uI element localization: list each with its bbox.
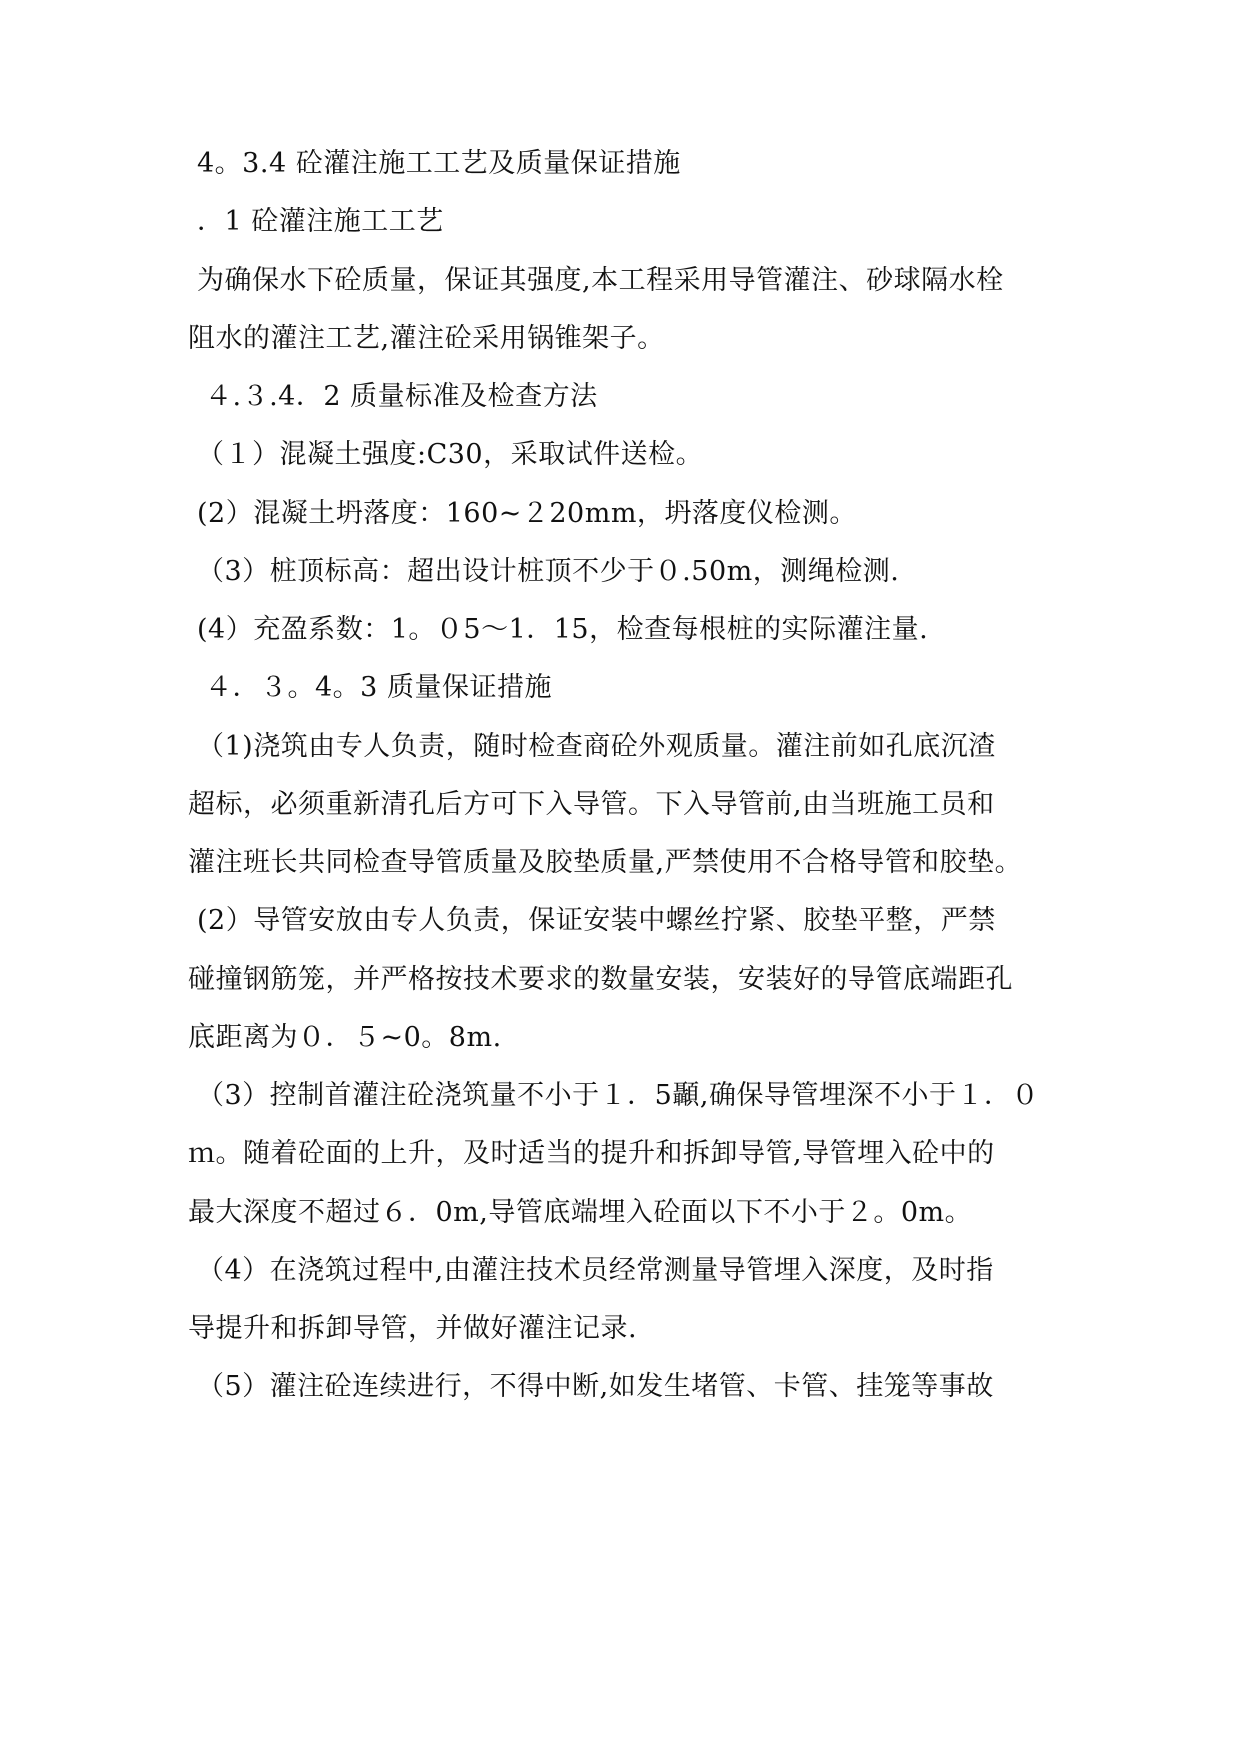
paragraph-line: 为确保水下砼质量，保证其强度,本工程采用导管灌注、砂球隔水栓 [197,265,1004,296]
paragraph-line: ｍ。随着砼面的上升，及时适当的提升和拆卸导管,导管埋入砼中的 [188,1138,995,1169]
list-item: （3）桩顶标高：超出设计桩顶不少于０.50m，测绳检测. [197,556,900,587]
paragraph-line: 阻水的灌注工艺,灌注砼采用锅锥架子。 [188,323,665,354]
paragraph-line: (2）导管安放由专人负责，保证安装中螺丝拧紧、胶垫平整，严禁 [197,905,996,936]
paragraph-line: （4）在浇筑过程中,由灌注技术员经常测量导管埋入深度，及时指 [197,1255,994,1286]
paragraph-line: 灌注班长共同检查导管质量及胶垫质量,严禁使用不合格导管和胶垫。 [188,847,1023,878]
paragraph-line: （1)浇筑由专人负责，随时检查商砼外观质量。灌注前如孔底沉渣 [197,731,996,762]
paragraph-line: 导提升和拆卸导管，并做好灌注记录. [188,1313,638,1344]
subsection-heading-1: ．1 砼灌注施工工艺 [197,206,444,237]
paragraph-line: （3）控制首灌注砼浇筑量不小于１．5顳,确保导管埋深不小于１．０ [197,1080,1039,1111]
paragraph-line: 底距离为０．５~0。8m. [188,1022,502,1053]
paragraph-line: （5）灌注砼连续进行，不得中断,如发生堵管、卡管、挂笼等事故 [197,1371,994,1402]
section-heading-4-3-4: 4。3.4 砼灌注施工工艺及质量保证措施 [197,148,681,179]
list-item: (2）混凝土坍落度：160~２20mm，坍落度仪检测。 [197,498,857,529]
subsection-heading-3: ４．３。4。3 质量保证措施 [205,672,552,703]
list-item: (4）充盈系数：1。０5～1．15，检查每根桩的实际灌注量. [197,614,929,645]
paragraph-line: 超标，必须重新清孔后方可下入导管。下入导管前,由当班施工员和 [188,789,995,820]
paragraph-line: 最大深度不超过６．0m,导管底端埋入砼面以下不小于２。0m。 [188,1197,973,1228]
subsection-heading-2: ４.３.4．2 质量标准及检查方法 [205,381,598,412]
list-item: （１）混凝土强度:C30，采取试件送检。 [197,439,704,470]
paragraph-line: 碰撞钢筋笼，并严格按技术要求的数量安装，安装好的导管底端距孔 [188,964,1013,995]
